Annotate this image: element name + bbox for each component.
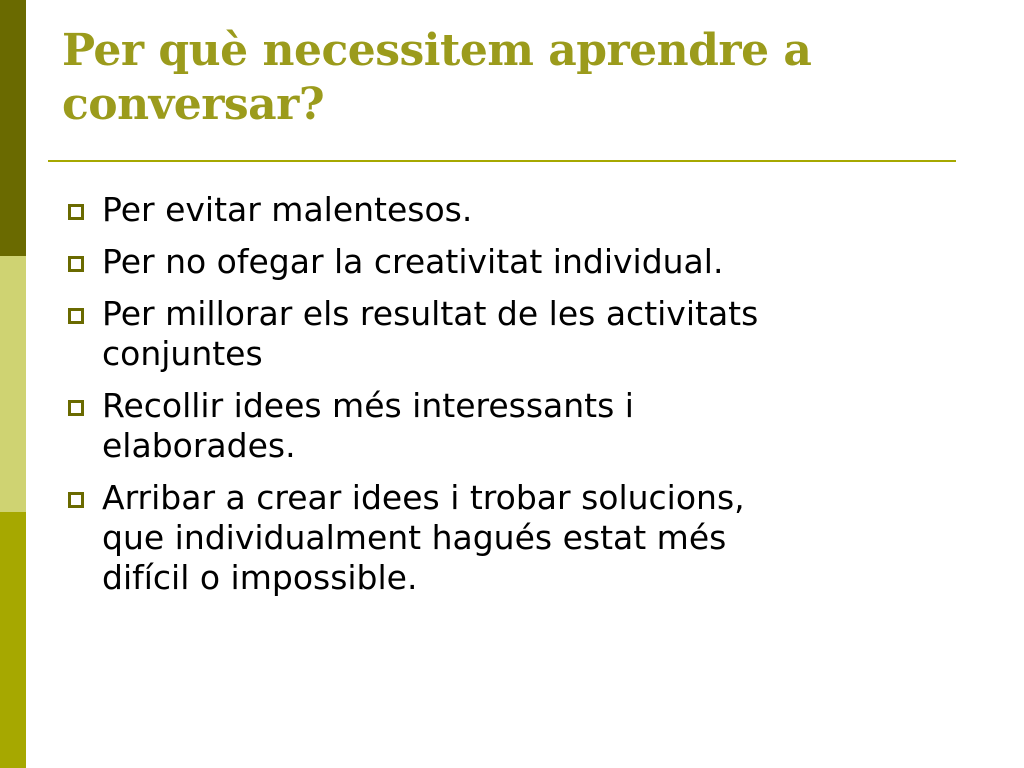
bullet-list xyxy=(62,190,962,610)
hollow-square-icon xyxy=(68,204,84,220)
slide-title-line-2: conversar? xyxy=(62,79,325,130)
bullet-line: Arribar a crear idees i trobar solucions, xyxy=(102,478,745,517)
bullet-line: elaborades. xyxy=(102,426,296,465)
bullet-item xyxy=(62,386,962,466)
bullet-line: difícil o impossible. xyxy=(102,558,418,597)
hollow-square-icon xyxy=(68,256,84,272)
slide-title xyxy=(62,24,962,132)
bullet-item xyxy=(62,242,962,282)
bullet-line: Recollir idees més interessants i xyxy=(102,386,634,425)
hollow-square-icon xyxy=(68,308,84,324)
bullet-line: Per evitar malentesos. xyxy=(102,190,473,229)
bullet-line: que individualment hagués estat més xyxy=(102,518,727,557)
side-bar-top xyxy=(0,0,26,256)
title-divider xyxy=(48,160,956,162)
hollow-square-icon xyxy=(68,400,84,416)
bullet-item xyxy=(62,190,962,230)
bullet-line: conjuntes xyxy=(102,334,263,373)
bullet-item xyxy=(62,478,962,598)
side-bar-bottom xyxy=(0,512,26,768)
bullet-item xyxy=(62,294,962,374)
side-bar-middle xyxy=(0,256,26,512)
bullet-line: Per millorar els resultat de les activitats xyxy=(102,294,759,333)
bullet-line: Per no ofegar la creativitat individual. xyxy=(102,242,724,281)
hollow-square-icon xyxy=(68,492,84,508)
slide-title-line-1: Per què necessitem aprendre a xyxy=(62,25,812,76)
